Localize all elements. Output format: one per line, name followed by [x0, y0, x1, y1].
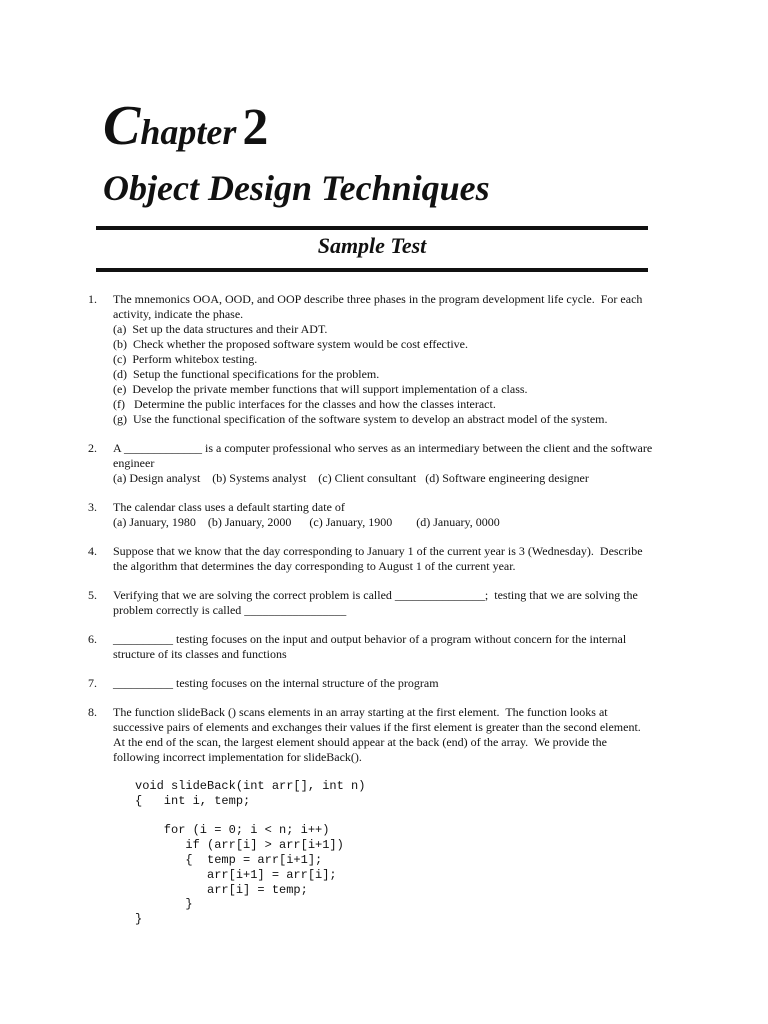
question-text-line: (a) Design analyst (b) Systems analyst (c) Client consultant (d) Software engineering designer	[113, 471, 589, 485]
bottom-divider-rule	[96, 268, 648, 272]
question-text-line: structure of its classes and functions	[113, 647, 287, 661]
code-line: arr[i+1] = arr[i];	[135, 867, 337, 882]
question-text-line: (c) Perform whitebox testing.	[113, 352, 258, 366]
question-number: 8.	[88, 705, 97, 719]
question-number: 3.	[88, 500, 97, 514]
code-line: { temp = arr[i+1];	[135, 852, 323, 867]
question-number: 4.	[88, 544, 97, 558]
question-text-line: The mnemonics OOA, OOD, and OOP describe three phases in the program development life cycle. For each	[113, 292, 643, 306]
question-body	[113, 632, 678, 662]
chapter-subject-title: Object Design Techniques	[103, 168, 490, 208]
question-text-line: Suppose that we know that the day corresponding to January 1 of the current year is 3 (Wednesday). Describe	[113, 544, 643, 558]
code-line: { int i, temp;	[135, 793, 251, 808]
question-number: 5.	[88, 588, 97, 602]
code-line: arr[i] = temp;	[135, 882, 308, 897]
question-text-line: (a) Set up the data structures and their ADT.	[113, 322, 328, 336]
question-text-line: The function slideBack () scans elements in an array starting at the first element. The function looks at	[113, 705, 608, 719]
question-text-line: __________ testing focuses on the internal structure of the program	[113, 676, 439, 690]
code-line	[135, 809, 678, 824]
question-body	[113, 588, 678, 618]
question-number: 6.	[88, 632, 97, 646]
code-line: for (i = 0; i < n; i++)	[135, 823, 330, 838]
question-text-line: following incorrect implementation for slideBack().	[113, 750, 362, 764]
question-text-line: engineer	[113, 456, 155, 470]
chapter-heading	[103, 95, 269, 157]
question-body	[113, 705, 678, 927]
question-text-line: (a) January, 1980 (b) January, 2000 (c) January, 1900 (d) January, 0000	[113, 515, 500, 529]
question-text-line: activity, indicate the phase.	[113, 307, 244, 321]
question-text-line: (g) Use the functional specification of the software system to develop an abstract model of the system.	[113, 412, 608, 426]
question-body	[113, 544, 678, 574]
question-text-line: problem correctly is called _________________	[113, 603, 347, 617]
question-text-line: At the end of the scan, the largest element should appear at the back (end) of the array. We provide the	[113, 735, 607, 749]
question-item	[88, 705, 678, 927]
question-text-line: A _____________ is a computer professional who serves as an intermediary between the client and the software	[113, 441, 653, 455]
question-body	[113, 500, 678, 530]
question-item	[88, 500, 678, 530]
question-number: 1.	[88, 292, 97, 306]
chapter-word: hapter	[140, 112, 237, 152]
question-text-line: successive pairs of elements and exchanges their values if the first element is greater than the second element.	[113, 720, 641, 734]
question-list	[88, 292, 678, 941]
chapter-initial-letter: C	[103, 95, 141, 157]
code-listing	[135, 779, 678, 927]
question-body	[113, 676, 678, 691]
question-text-line: The calendar class uses a default starting date of	[113, 500, 345, 514]
question-text-line: (b) Check whether the proposed software system would be cost effective.	[113, 337, 469, 351]
question-text-line: Verifying that we are solving the correct problem is called _______________; testing that we are solving the	[113, 588, 638, 602]
question-item	[88, 292, 678, 427]
question-text-line: the algorithm that determines the day corresponding to August 1 of the current year.	[113, 559, 516, 573]
code-line: }	[135, 897, 193, 912]
question-body	[113, 441, 678, 486]
top-divider-rule	[96, 226, 648, 230]
section-title: Sample Test	[317, 233, 427, 258]
question-text-line: __________ testing focuses on the input and output behavior of a program without concern for the internal	[113, 632, 627, 646]
question-item	[88, 441, 678, 486]
question-text-line: (e) Develop the private member functions that will support implementation of a class.	[113, 382, 528, 396]
code-line: void slideBack(int arr[], int n)	[135, 779, 366, 793]
chapter-number: 2	[242, 99, 269, 156]
question-item	[88, 544, 678, 574]
code-line: }	[135, 912, 143, 927]
question-number: 7.	[88, 676, 97, 690]
code-line: if (arr[i] > arr[i+1])	[135, 838, 344, 853]
question-body	[113, 292, 678, 427]
question-text-line: (d) Setup the functional specifications for the problem.	[113, 367, 380, 381]
question-text-line: (f) Determine the public interfaces for the classes and how the classes interact.	[113, 397, 496, 411]
question-number: 2.	[88, 441, 97, 455]
question-item	[88, 632, 678, 662]
question-item	[88, 676, 678, 691]
question-item	[88, 588, 678, 618]
